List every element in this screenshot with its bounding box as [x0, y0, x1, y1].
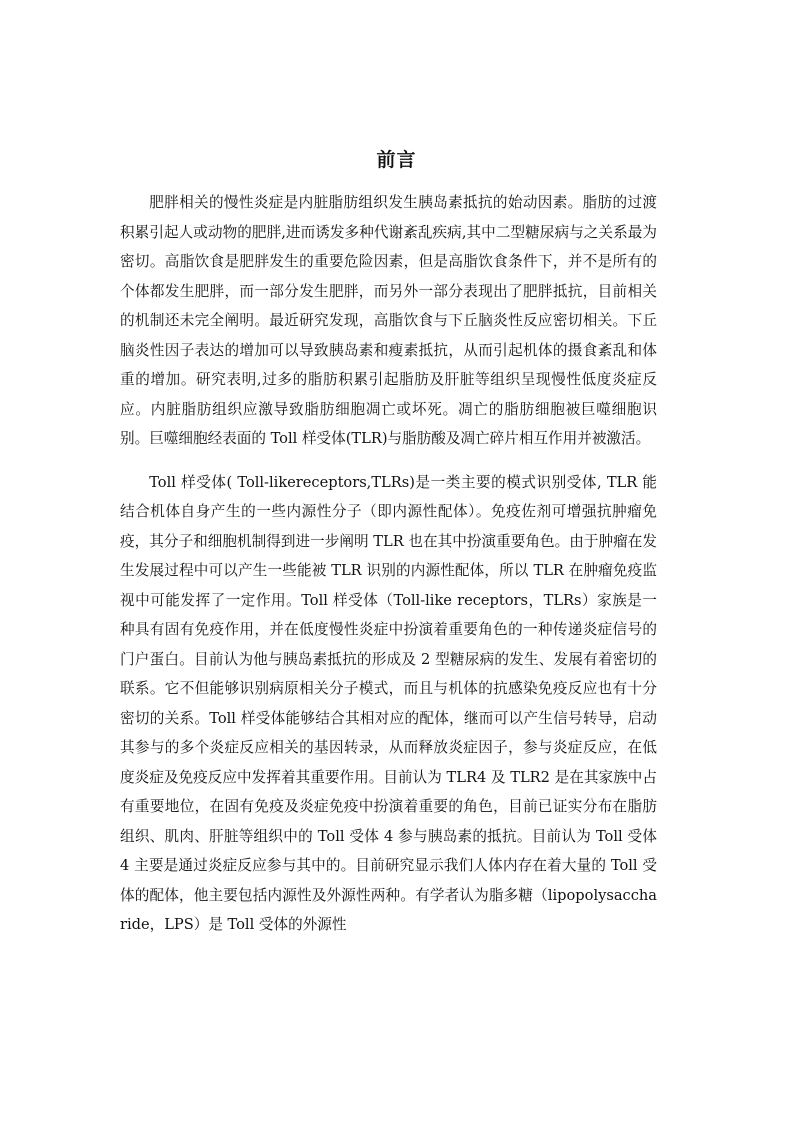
paragraph-intro: 肥胖相关的慢性炎症是内脏脂肪组织发生胰岛素抵抗的始动因素。脂肪的过渡积累引起人或动物的肥胖,进而诱发多种代谢紊乱疾病,其中二型糖尿病与之关系最为密切。高脂饮食是肥胖发生的重要危险因素，但是高脂饮食条件下，并不是所有的个体都发生肥胖，而一部分发生肥胖，而另外一部分表现出了肥胖抵抗，目前相关的机制还未完全阐明。最近研究发现，高脂饮食与下丘脑炎性反应密切相关。下丘脑炎性因子表达的增加可以导致胰岛素和瘦素抵抗，从而引起机体的摄食紊乱和体重的增加。研究表明,过多的脂肪积累引起脂肪及肝脏等组织呈现慢性低度炎症反应。内脏脂肪组织应激导致脂肪细胞凋亡或坏死。凋亡的脂肪细胞被巨噬细胞识别。巨噬细胞经表面的 Toll 样受体(TLR)与脂肪酸及凋亡碎片相互作用并被激活。: [120, 194, 657, 447]
body-text: [120, 188, 657, 940]
page-title: 前言: [376, 149, 417, 171]
paragraph-toll-receptors: Toll 样受体( Toll-likereceptors,TLRs)是一类主要的模式识别受体, TLR 能结合机体自身产生的一些内源性分子（即内源性配体）。免疫佐剂可增强抗肿瘤免疫，其分子和细胞机制得到进一步阐明 TLR 也在其中扮演重要角色。由于肿瘤在发生发展过程中可以产生一些能被 TLR 识别的内源性配体，所以 TLR 在肿瘤免疫监视中可能发挥了一定作用。Toll 样受体（Toll-like receptors，TLRs）家族是一种具有固有免疫作用，并在低度慢性炎症中扮演着重要角色的一种传递炎症信号的门户蛋白。目前认为他与胰岛素抵抗的形成及 2 型糖尿病的发生、发展有着密切的联系。它不但能够识别病原相关分子模式，而且与机体的抗感染免疫反应也有十分密切的关系。Toll 样受体能够结合其相对应的配体，继而可以产生信号转导，启动其参与的多个炎症反应相关的基因转录，从而释放炎症因子，参与炎症反应，在低度炎症及免疫反应中发挥着其重要作用。目前认为 TLR4 及 TLR2 是在其家族中占有重要地位，在固有免疫及炎症免疫中扮演着重要的角色，目前已证实分布在脂肪组织、肌肉、肝脏等组织中的 Toll 受体 4 参与胰岛素的抵抗。目前认为 Toll 受体 4 主要是通过炎症反应参与其中的。目前研究显示我们人体内存在着大量的 Toll 受体的配体，他主要包括内源性及外源性两种。有学者认为脂多糖（lipopolysaccharide，LPS）是 Toll 受体的外源性: [120, 473, 657, 933]
